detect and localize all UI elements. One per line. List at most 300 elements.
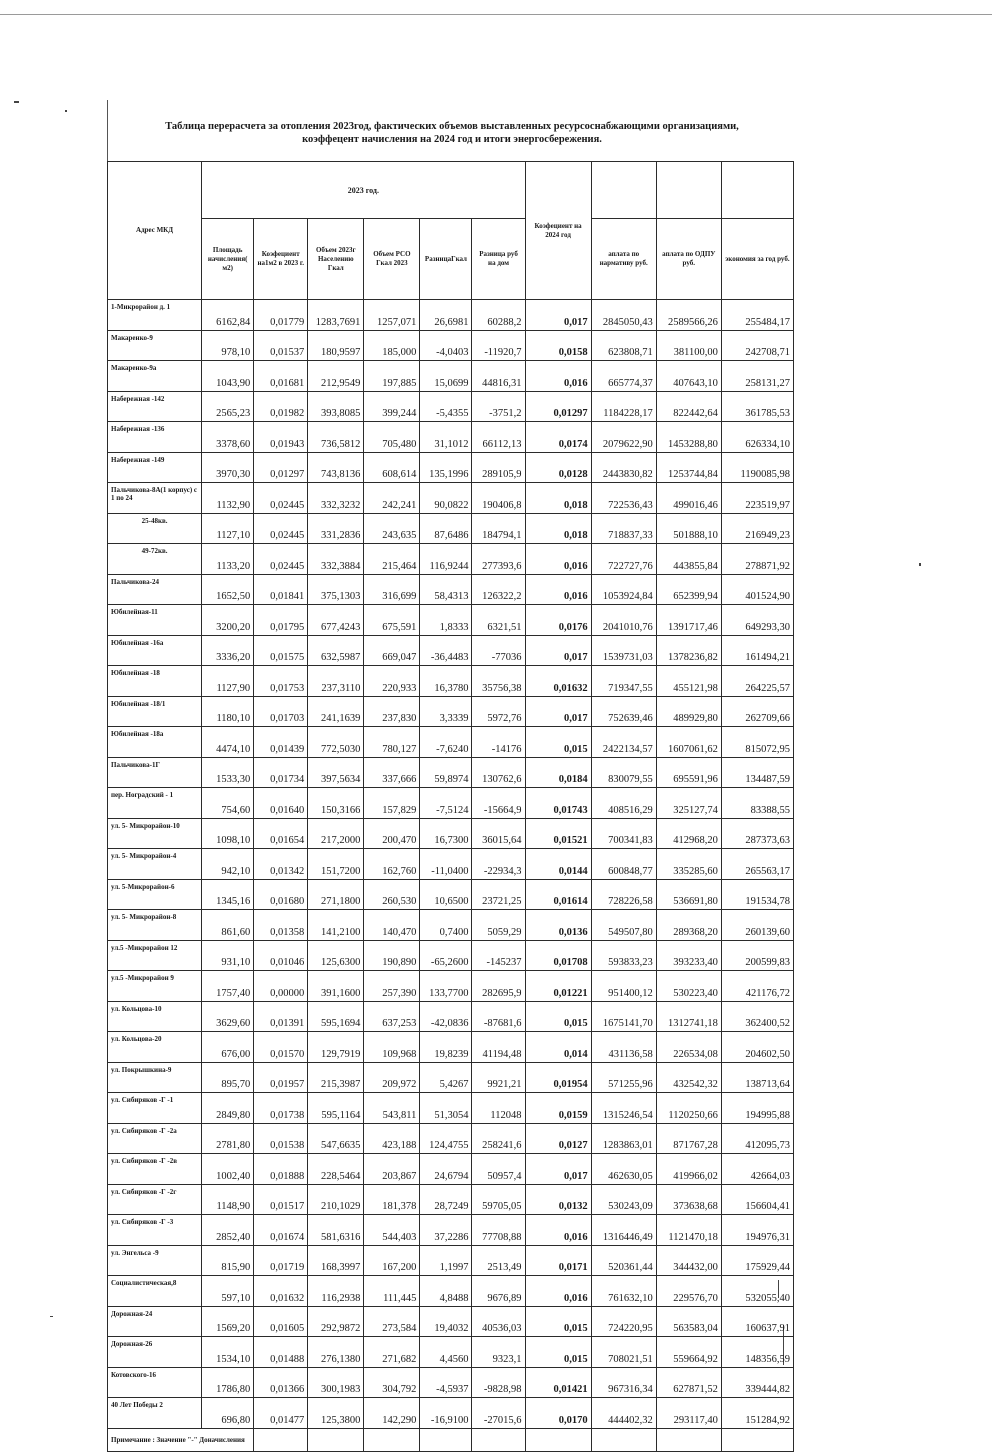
area-cell: 1652,50 — [202, 574, 254, 605]
volume-pop-cell: 632,5987 — [308, 635, 364, 666]
address-cell: ул. Сибиряков -Г -2в — [108, 1154, 202, 1185]
pay-odpu-cell: 289368,20 — [656, 910, 721, 941]
diff-rub-cell: -3751,2 — [472, 391, 525, 422]
recalculation-table — [107, 161, 794, 1452]
economy-cell: 216949,23 — [721, 513, 793, 544]
pay-norm-cell: 549507,80 — [591, 910, 656, 941]
economy-cell: 148356,59 — [721, 1337, 793, 1368]
header-economy: экономия за год руб. — [721, 219, 793, 300]
header-area: Площадь начисления( м2) — [202, 219, 254, 300]
address-cell: ул. Сибиряков -Г -2г — [108, 1184, 202, 1215]
volume-rso-cell: 705,480 — [364, 422, 420, 453]
address-cell: 49-72кв. — [108, 544, 202, 575]
diff-rub-cell: 50957,4 — [472, 1154, 525, 1185]
diff-rub-cell: 277393,6 — [472, 544, 525, 575]
note-text: Примечание : Значение "-" Доначисления — [108, 1428, 254, 1451]
koef-m2-cell: 0,01680 — [254, 879, 308, 910]
pay-norm-cell: 1184228,17 — [591, 391, 656, 422]
volume-pop-cell: 215,3987 — [308, 1062, 364, 1093]
table-row — [108, 422, 794, 453]
diff-gcal-cell: 90,0822 — [420, 483, 472, 514]
address-cell: 40 Лет Победы 2 — [108, 1398, 202, 1429]
pay-norm-cell: 700341,83 — [591, 818, 656, 849]
volume-pop-cell: 276,1380 — [308, 1337, 364, 1368]
address-cell: Дорожная-26 — [108, 1337, 202, 1368]
table-row — [108, 330, 794, 361]
economy-cell: 242708,71 — [721, 330, 793, 361]
diff-rub-cell: 190406,8 — [472, 483, 525, 514]
diff-rub-cell: 258241,6 — [472, 1123, 525, 1154]
diff-rub-cell: 77708,88 — [472, 1215, 525, 1246]
koef-m2-cell: 0,01488 — [254, 1337, 308, 1368]
koef-m2-cell: 0,02445 — [254, 544, 308, 575]
area-cell: 676,00 — [202, 1032, 254, 1063]
volume-pop-cell: 125,3800 — [308, 1398, 364, 1429]
diff-gcal-cell: 133,7700 — [420, 971, 472, 1002]
diff-gcal-cell: 15,0699 — [420, 361, 472, 392]
table-row — [108, 727, 794, 758]
volume-rso-cell: 167,200 — [364, 1245, 420, 1276]
header-volume-pop: Объем 2023г Населению Гкал — [308, 219, 364, 300]
table-row — [108, 940, 794, 971]
diff-rub-cell: 9676,89 — [472, 1276, 525, 1307]
pay-norm-cell: 722536,43 — [591, 483, 656, 514]
koef-m2-cell: 0,01570 — [254, 1032, 308, 1063]
volume-pop-cell: 141,2100 — [308, 910, 364, 941]
koef-2024-cell: 0,0136 — [525, 910, 591, 941]
address-cell: ул. 5- Микрорайон-10 — [108, 818, 202, 849]
note-blank — [308, 1428, 364, 1451]
pay-norm-cell: 520361,44 — [591, 1245, 656, 1276]
economy-cell: 362400,52 — [721, 1001, 793, 1032]
volume-pop-cell: 397,5634 — [308, 757, 364, 788]
pay-norm-cell: 2079622,90 — [591, 422, 656, 453]
koef-m2-cell: 0,01795 — [254, 605, 308, 636]
header-blank — [591, 162, 656, 219]
diff-gcal-cell: -7,6240 — [420, 727, 472, 758]
frame-line — [107, 100, 108, 162]
economy-cell: 339444,82 — [721, 1367, 793, 1398]
table-row — [108, 849, 794, 880]
pay-norm-cell: 718837,33 — [591, 513, 656, 544]
diff-rub-cell: -14176 — [472, 727, 525, 758]
economy-cell: 194995,88 — [721, 1093, 793, 1124]
pay-odpu-cell: 2589566,26 — [656, 300, 721, 331]
area-cell: 1132,90 — [202, 483, 254, 514]
table-row — [108, 1398, 794, 1429]
pay-odpu-cell: 489929,80 — [656, 696, 721, 727]
note-blank — [525, 1428, 591, 1451]
volume-rso-cell: 215,464 — [364, 544, 420, 575]
diff-rub-cell: -9828,98 — [472, 1367, 525, 1398]
diff-rub-cell: -87681,6 — [472, 1001, 525, 1032]
volume-pop-cell: 393,8085 — [308, 391, 364, 422]
pay-norm-cell: 830079,55 — [591, 757, 656, 788]
volume-rso-cell: 140,470 — [364, 910, 420, 941]
area-cell: 3336,20 — [202, 635, 254, 666]
pay-odpu-cell: 1312741,18 — [656, 1001, 721, 1032]
pay-odpu-cell: 393233,40 — [656, 940, 721, 971]
diff-gcal-cell: -7,5124 — [420, 788, 472, 819]
diff-rub-cell: 44816,31 — [472, 361, 525, 392]
economy-cell: 194976,31 — [721, 1215, 793, 1246]
economy-cell: 278871,92 — [721, 544, 793, 575]
koef-2024-cell: 0,015 — [525, 727, 591, 758]
volume-rso-cell: 608,614 — [364, 452, 420, 483]
volume-pop-cell: 241,1639 — [308, 696, 364, 727]
koef-2024-cell: 0,015 — [525, 1001, 591, 1032]
area-cell: 1133,20 — [202, 544, 254, 575]
economy-cell: 83388,55 — [721, 788, 793, 819]
diff-rub-cell: -27015,6 — [472, 1398, 525, 1429]
diff-gcal-cell: 116,9244 — [420, 544, 472, 575]
volume-rso-cell: 237,830 — [364, 696, 420, 727]
area-cell: 1002,40 — [202, 1154, 254, 1185]
diff-gcal-cell: 19,4032 — [420, 1306, 472, 1337]
diff-rub-cell: 66112,13 — [472, 422, 525, 453]
pay-odpu-cell: 443855,84 — [656, 544, 721, 575]
area-cell: 3629,60 — [202, 1001, 254, 1032]
koef-m2-cell: 0,01391 — [254, 1001, 308, 1032]
diff-gcal-cell: -5,4355 — [420, 391, 472, 422]
address-cell: Дорожная-24 — [108, 1306, 202, 1337]
pay-odpu-cell: 419966,02 — [656, 1154, 721, 1185]
diff-rub-cell: 112048 — [472, 1093, 525, 1124]
diff-rub-cell: 41194,48 — [472, 1032, 525, 1063]
area-cell: 2781,80 — [202, 1123, 254, 1154]
note-blank — [591, 1428, 656, 1451]
diff-gcal-cell: 31,1012 — [420, 422, 472, 453]
koef-2024-cell: 0,016 — [525, 1215, 591, 1246]
pay-norm-cell: 2422134,57 — [591, 727, 656, 758]
pay-odpu-cell: 1391717,46 — [656, 605, 721, 636]
note-blank — [420, 1428, 472, 1451]
pay-norm-cell: 593833,23 — [591, 940, 656, 971]
diff-gcal-cell: 16,3780 — [420, 666, 472, 697]
volume-pop-cell: 736,5812 — [308, 422, 364, 453]
area-cell: 1148,90 — [202, 1184, 254, 1215]
address-cell: Набережная -149 — [108, 452, 202, 483]
table-row — [108, 1245, 794, 1276]
address-cell: Макаренко-9а — [108, 361, 202, 392]
address-cell: Пальчикова-1Г — [108, 757, 202, 788]
area-cell: 6162,84 — [202, 300, 254, 331]
economy-cell: 265563,17 — [721, 849, 793, 880]
diff-gcal-cell: 1,1997 — [420, 1245, 472, 1276]
volume-rso-cell: 1257,071 — [364, 300, 420, 331]
area-cell: 597,10 — [202, 1276, 254, 1307]
volume-rso-cell: 111,445 — [364, 1276, 420, 1307]
volume-rso-cell: 203,867 — [364, 1154, 420, 1185]
table-row — [108, 1123, 794, 1154]
diff-gcal-cell: 37,2286 — [420, 1215, 472, 1246]
economy-cell: 264225,57 — [721, 666, 793, 697]
volume-rso-cell: 197,885 — [364, 361, 420, 392]
document-title — [112, 120, 792, 146]
economy-cell: 262709,66 — [721, 696, 793, 727]
koef-m2-cell: 0,01719 — [254, 1245, 308, 1276]
volume-rso-cell: 316,699 — [364, 574, 420, 605]
economy-cell: 287373,63 — [721, 818, 793, 849]
koef-2024-cell: 0,01221 — [525, 971, 591, 1002]
volume-pop-cell: 547,6635 — [308, 1123, 364, 1154]
diff-gcal-cell: 5,4267 — [420, 1062, 472, 1093]
diff-gcal-cell: 26,6981 — [420, 300, 472, 331]
pay-norm-cell: 722727,76 — [591, 544, 656, 575]
economy-cell: 421176,72 — [721, 971, 793, 1002]
koef-2024-cell: 0,01954 — [525, 1062, 591, 1093]
diff-gcal-cell: 16,7300 — [420, 818, 472, 849]
table-row — [108, 757, 794, 788]
koef-m2-cell: 0,01358 — [254, 910, 308, 941]
address-cell: ул. Кольцова-20 — [108, 1032, 202, 1063]
scan-speck — [50, 1316, 53, 1317]
economy-cell: 649293,30 — [721, 605, 793, 636]
pay-odpu-cell: 1121470,18 — [656, 1215, 721, 1246]
pay-norm-cell: 623808,71 — [591, 330, 656, 361]
table-row — [108, 452, 794, 483]
table-row — [108, 1306, 794, 1337]
volume-rso-cell: 181,378 — [364, 1184, 420, 1215]
address-cell: ул. Покрышкина-9 — [108, 1062, 202, 1093]
koef-2024-cell: 0,0127 — [525, 1123, 591, 1154]
pay-odpu-cell: 530223,40 — [656, 971, 721, 1002]
scan-edge-line — [0, 14, 992, 15]
area-cell: 696,80 — [202, 1398, 254, 1429]
title-line-2: коэффецент начисления на 2024 год и итоги энергосбережения. — [302, 134, 602, 145]
diff-gcal-cell: -16,9100 — [420, 1398, 472, 1429]
area-cell: 1345,16 — [202, 879, 254, 910]
address-cell: пер. Ноградский - 1 — [108, 788, 202, 819]
diff-gcal-cell: 58,4313 — [420, 574, 472, 605]
address-cell: ул. Сибиряков -Г -3 — [108, 1215, 202, 1246]
diff-rub-cell: 6321,51 — [472, 605, 525, 636]
pay-odpu-cell: 822442,64 — [656, 391, 721, 422]
pay-norm-cell: 1283863,01 — [591, 1123, 656, 1154]
volume-pop-cell: 595,1164 — [308, 1093, 364, 1124]
pay-odpu-cell: 455121,98 — [656, 666, 721, 697]
volume-pop-cell: 332,3232 — [308, 483, 364, 514]
title-line-1: Таблица перерасчета за отопления 2023год, фактических объемов выставленных ресурсоснабжающими организациями, — [165, 121, 739, 132]
pay-norm-cell: 1675141,70 — [591, 1001, 656, 1032]
koef-m2-cell: 0,01366 — [254, 1367, 308, 1398]
volume-pop-cell: 300,1983 — [308, 1367, 364, 1398]
economy-cell: 532055,40 — [721, 1276, 793, 1307]
pay-odpu-cell: 293117,40 — [656, 1398, 721, 1429]
address-cell: Юбилейная -16а — [108, 635, 202, 666]
diff-rub-cell: 126322,2 — [472, 574, 525, 605]
diff-rub-cell: -15664,9 — [472, 788, 525, 819]
economy-cell: 138713,64 — [721, 1062, 793, 1093]
volume-pop-cell: 271,1800 — [308, 879, 364, 910]
economy-cell: 255484,17 — [721, 300, 793, 331]
volume-pop-cell: 743,8136 — [308, 452, 364, 483]
pay-odpu-cell: 1607061,62 — [656, 727, 721, 758]
koef-m2-cell: 0,01957 — [254, 1062, 308, 1093]
koef-m2-cell: 0,01982 — [254, 391, 308, 422]
diff-gcal-cell: 19,8239 — [420, 1032, 472, 1063]
area-cell: 861,60 — [202, 910, 254, 941]
area-cell: 1043,90 — [202, 361, 254, 392]
note-blank — [656, 1428, 721, 1451]
area-cell: 1180,10 — [202, 696, 254, 727]
pay-odpu-cell: 344432,00 — [656, 1245, 721, 1276]
koef-m2-cell: 0,01674 — [254, 1215, 308, 1246]
pay-norm-cell: 1316446,49 — [591, 1215, 656, 1246]
koef-m2-cell: 0,01538 — [254, 1123, 308, 1154]
volume-rso-cell: 543,811 — [364, 1093, 420, 1124]
address-cell: Набережная -136 — [108, 422, 202, 453]
area-cell: 1098,10 — [202, 818, 254, 849]
address-cell: Пальчикова-8А(1 корпус) с 1 по 24 — [108, 483, 202, 514]
pay-norm-cell: 1539731,03 — [591, 635, 656, 666]
area-cell: 1534,10 — [202, 1337, 254, 1368]
volume-pop-cell: 375,1303 — [308, 574, 364, 605]
economy-cell: 412095,73 — [721, 1123, 793, 1154]
volume-rso-cell: 260,530 — [364, 879, 420, 910]
volume-rso-cell: 257,390 — [364, 971, 420, 1002]
volume-pop-cell: 125,6300 — [308, 940, 364, 971]
header-year-group: 2023 год. — [202, 162, 525, 219]
pay-odpu-cell: 407643,10 — [656, 361, 721, 392]
volume-pop-cell: 237,3110 — [308, 666, 364, 697]
table-row — [108, 910, 794, 941]
volume-rso-cell: 220,933 — [364, 666, 420, 697]
pay-norm-cell: 1315246,54 — [591, 1093, 656, 1124]
area-cell: 3200,20 — [202, 605, 254, 636]
economy-cell: 626334,10 — [721, 422, 793, 453]
address-cell: Юбилейная-11 — [108, 605, 202, 636]
scan-speck — [14, 101, 19, 103]
volume-rso-cell: 190,890 — [364, 940, 420, 971]
diff-gcal-cell: 4,4560 — [420, 1337, 472, 1368]
koef-m2-cell: 0,01640 — [254, 788, 308, 819]
economy-cell: 200599,83 — [721, 940, 793, 971]
address-cell: ул. Энгельса -9 — [108, 1245, 202, 1276]
address-cell: Макаренко-9 — [108, 330, 202, 361]
area-cell: 978,10 — [202, 330, 254, 361]
area-cell: 942,10 — [202, 849, 254, 880]
economy-cell: 42664,03 — [721, 1154, 793, 1185]
diff-rub-cell: 40536,03 — [472, 1306, 525, 1337]
koef-m2-cell: 0,01738 — [254, 1093, 308, 1124]
koef-m2-cell: 0,01342 — [254, 849, 308, 880]
koef-2024-cell: 0,016 — [525, 361, 591, 392]
koef-2024-cell: 0,01632 — [525, 666, 591, 697]
pay-norm-cell: 1053924,84 — [591, 574, 656, 605]
diff-rub-cell: 9921,21 — [472, 1062, 525, 1093]
header-diff-gcal: РазницаГкал — [420, 219, 472, 300]
diff-gcal-cell: 51,3054 — [420, 1093, 472, 1124]
pay-odpu-cell: 1253744,84 — [656, 452, 721, 483]
volume-pop-cell: 129,7919 — [308, 1032, 364, 1063]
table-row — [108, 361, 794, 392]
volume-pop-cell: 212,9549 — [308, 361, 364, 392]
volume-rso-cell: 200,470 — [364, 818, 420, 849]
address-cell: 25-48кв. — [108, 513, 202, 544]
economy-cell: 258131,27 — [721, 361, 793, 392]
volume-rso-cell: 185,000 — [364, 330, 420, 361]
area-cell: 3970,30 — [202, 452, 254, 483]
pay-odpu-cell: 373638,68 — [656, 1184, 721, 1215]
diff-gcal-cell: 135,1996 — [420, 452, 472, 483]
economy-cell: 1190085,98 — [721, 452, 793, 483]
table-row — [108, 544, 794, 575]
koef-2024-cell: 0,0128 — [525, 452, 591, 483]
volume-pop-cell: 168,3997 — [308, 1245, 364, 1276]
address-cell: Юбилейная -18а — [108, 727, 202, 758]
diff-gcal-cell: -4,0403 — [420, 330, 472, 361]
note-blank — [254, 1428, 308, 1451]
koef-m2-cell: 0,01046 — [254, 940, 308, 971]
koef-m2-cell: 0,01575 — [254, 635, 308, 666]
koef-m2-cell: 0,01841 — [254, 574, 308, 605]
diff-gcal-cell: 0,7400 — [420, 910, 472, 941]
diff-rub-cell: 2513,49 — [472, 1245, 525, 1276]
address-cell: ул. Сибиряков -Г -2а — [108, 1123, 202, 1154]
volume-pop-cell: 150,3166 — [308, 788, 364, 819]
note-blank — [364, 1428, 420, 1451]
pay-norm-cell: 724220,95 — [591, 1306, 656, 1337]
area-cell: 1127,90 — [202, 666, 254, 697]
pay-norm-cell: 708021,51 — [591, 1337, 656, 1368]
koef-2024-cell: 0,0144 — [525, 849, 591, 880]
area-cell: 3378,60 — [202, 422, 254, 453]
address-cell: ул. Сибиряков -Г -1 — [108, 1093, 202, 1124]
economy-cell: 401524,90 — [721, 574, 793, 605]
table-row — [108, 300, 794, 331]
area-cell: 1786,80 — [202, 1367, 254, 1398]
volume-pop-cell: 292,9872 — [308, 1306, 364, 1337]
diff-gcal-cell: -11,0400 — [420, 849, 472, 880]
diff-rub-cell: 23721,25 — [472, 879, 525, 910]
area-cell: 895,70 — [202, 1062, 254, 1093]
area-cell: 1569,20 — [202, 1306, 254, 1337]
header-volume-rso: Объем РСО Гкал 2023 — [364, 219, 420, 300]
volume-rso-cell: 669,047 — [364, 635, 420, 666]
koef-2024-cell: 0,015 — [525, 1337, 591, 1368]
pay-norm-cell: 967316,34 — [591, 1367, 656, 1398]
economy-cell: 204602,50 — [721, 1032, 793, 1063]
pay-odpu-cell: 1120250,66 — [656, 1093, 721, 1124]
koef-2024-cell: 0,01708 — [525, 940, 591, 971]
koef-m2-cell: 0,01753 — [254, 666, 308, 697]
diff-rub-cell: 35756,38 — [472, 666, 525, 697]
volume-rso-cell: 142,290 — [364, 1398, 420, 1429]
koef-m2-cell: 0,01779 — [254, 300, 308, 331]
economy-cell: 175929,44 — [721, 1245, 793, 1276]
diff-rub-cell: 282695,9 — [472, 971, 525, 1002]
area-cell: 1533,30 — [202, 757, 254, 788]
pay-odpu-cell: 381100,00 — [656, 330, 721, 361]
diff-gcal-cell: 4,8488 — [420, 1276, 472, 1307]
table-row — [108, 574, 794, 605]
koef-2024-cell: 0,01743 — [525, 788, 591, 819]
address-cell: ул. 5- Микрорайон-8 — [108, 910, 202, 941]
pay-odpu-cell: 695591,96 — [656, 757, 721, 788]
volume-rso-cell: 780,127 — [364, 727, 420, 758]
koef-2024-cell: 0,01297 — [525, 391, 591, 422]
area-cell: 2852,40 — [202, 1215, 254, 1246]
header-koef-2024: Коэфециент на 2024 год — [525, 162, 591, 300]
diff-rub-cell: 59705,05 — [472, 1184, 525, 1215]
koef-2024-cell: 0,0170 — [525, 1398, 591, 1429]
economy-cell: 815072,95 — [721, 727, 793, 758]
pay-odpu-cell: 432542,32 — [656, 1062, 721, 1093]
scan-speck — [65, 110, 67, 112]
volume-pop-cell: 180,9597 — [308, 330, 364, 361]
volume-pop-cell: 151,7200 — [308, 849, 364, 880]
